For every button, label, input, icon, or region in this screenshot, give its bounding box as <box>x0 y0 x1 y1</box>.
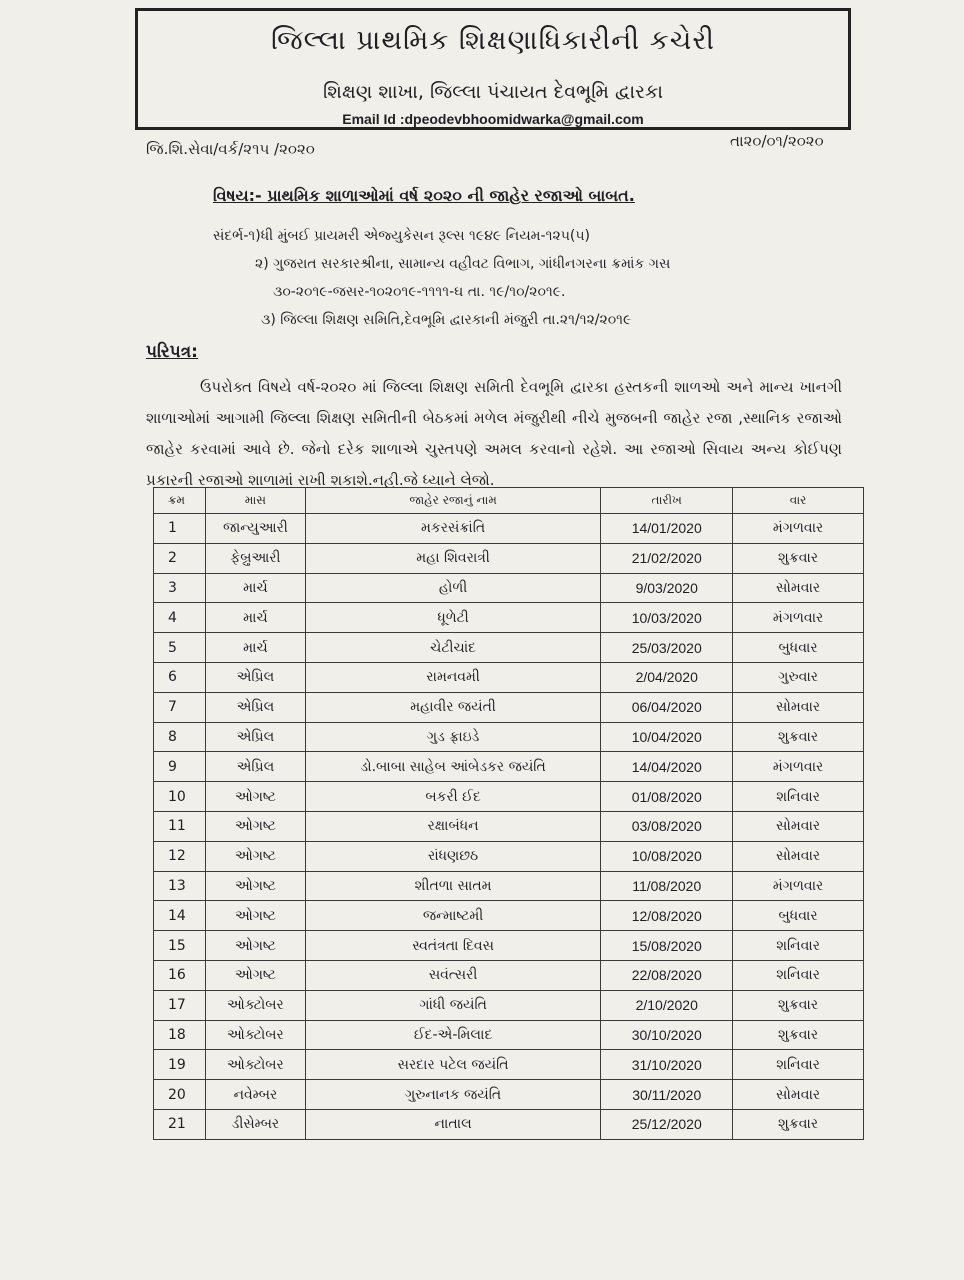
cell-date: 22/08/2020 <box>601 960 733 990</box>
cell-weekday: બુધવાર <box>733 901 864 931</box>
cell-date: 21/02/2020 <box>601 543 733 573</box>
cell-weekday: શુક્રવાર <box>733 1109 864 1139</box>
cell-serial: 4 <box>154 603 206 633</box>
cell-date: 31/10/2020 <box>601 1050 733 1080</box>
table-row <box>154 1080 864 1110</box>
header-holiday-name: જાહેર રજાનું નામ <box>305 488 600 514</box>
cell-weekday: શનિવાર <box>733 931 864 961</box>
cell-holiday-name: મહા શિવરાત્રી <box>305 543 600 573</box>
cell-date: 30/10/2020 <box>601 1020 733 1050</box>
cell-date: 01/08/2020 <box>601 782 733 812</box>
cell-month: ઓગષ્ટ <box>205 960 305 990</box>
cell-holiday-name: શીતળા સાતમ <box>305 871 600 901</box>
cell-serial: 3 <box>154 573 206 603</box>
cell-weekday: સોમવાર <box>733 811 864 841</box>
table-row <box>154 811 864 841</box>
cell-month: ઓક્ટોબર <box>205 1050 305 1080</box>
table-row <box>154 514 864 544</box>
cell-date: 14/04/2020 <box>601 752 733 782</box>
reference-2: ૨) ગુજરાત સરકારશ્રીના, સામાન્ય વહીવટ વિભાગ, ગાંધીનગરના ક્રમાંક ગસ <box>255 256 671 272</box>
reference-2-cont: ૩૦-૨૦૧૯-જસર-૧૦૨૦૧૯-૧૧૧૧-ઘ તા. ૧૯/૧૦/૨૦૧૯. <box>273 284 566 300</box>
cell-date: 06/04/2020 <box>601 692 733 722</box>
cell-holiday-name: મકરસંક્રાંતિ <box>305 514 600 544</box>
cell-date: 11/08/2020 <box>601 871 733 901</box>
cell-month: ઓગષ્ટ <box>205 871 305 901</box>
table-row <box>154 692 864 722</box>
cell-date: 9/03/2020 <box>601 573 733 603</box>
table-row <box>154 871 864 901</box>
cell-month: માર્ચ <box>205 573 305 603</box>
cell-holiday-name: ચેટીચાંદ <box>305 633 600 663</box>
cell-weekday: સોમવાર <box>733 573 864 603</box>
table-row <box>154 901 864 931</box>
cell-weekday: શુક્રવાર <box>733 990 864 1020</box>
cell-month: ડીસેમ્બર <box>205 1109 305 1139</box>
cell-holiday-name: બકરી ઈદ <box>305 782 600 812</box>
cell-holiday-name: સવંત્સરી <box>305 960 600 990</box>
cell-month: ઓગષ્ટ <box>205 811 305 841</box>
cell-holiday-name: રામનવમી <box>305 662 600 692</box>
cell-serial: 19 <box>154 1050 206 1080</box>
cell-month: ઓગષ્ટ <box>205 901 305 931</box>
table-row <box>154 633 864 663</box>
cell-serial: 9 <box>154 752 206 782</box>
cell-weekday: મંગળવાર <box>733 752 864 782</box>
cell-serial: 5 <box>154 633 206 663</box>
office-header-box <box>135 8 851 130</box>
cell-holiday-name: મહાવીર જયંતી <box>305 692 600 722</box>
cell-date: 2/10/2020 <box>601 990 733 1020</box>
office-email: Email Id :dpeodevbhoomidwarka@gmail.com <box>342 111 644 127</box>
cell-holiday-name: ડો.બાબા સાહેબ આંબેડકર જયંતિ <box>305 752 600 782</box>
cell-weekday: બુધવાર <box>733 633 864 663</box>
header-date: તારીખ <box>601 488 733 514</box>
cell-serial: 20 <box>154 1080 206 1110</box>
references-block <box>213 222 670 334</box>
cell-serial: 14 <box>154 901 206 931</box>
cell-holiday-name: ગાંધી જયંતિ <box>305 990 600 1020</box>
cell-serial: 7 <box>154 692 206 722</box>
holiday-rows <box>154 514 864 1140</box>
cell-date: 25/12/2020 <box>601 1109 733 1139</box>
cell-date: 03/08/2020 <box>601 811 733 841</box>
cell-date: 10/04/2020 <box>601 722 733 752</box>
cell-weekday: મંગળવાર <box>733 871 864 901</box>
table-row <box>154 1050 864 1080</box>
cell-weekday: સોમવાર <box>733 841 864 871</box>
header-weekday: વાર <box>733 488 864 514</box>
circular-label: પરિપત્ર: <box>146 342 198 362</box>
cell-month: માર્ચ <box>205 633 305 663</box>
reference-3: ૩) જિલ્લા શિક્ષણ સમિતિ,દેવભૂમિ દ્વારકાની મંજુરી તા.૨૧/૧૨/૨૦૧૯ <box>261 312 632 328</box>
cell-serial: 2 <box>154 543 206 573</box>
cell-serial: 16 <box>154 960 206 990</box>
header-serial: ક્રમ <box>154 488 206 514</box>
table-row <box>154 990 864 1020</box>
cell-date: 14/01/2020 <box>601 514 733 544</box>
cell-weekday: શુક્રવાર <box>733 543 864 573</box>
cell-serial: 18 <box>154 1020 206 1050</box>
holiday-table <box>153 487 864 1140</box>
table-row <box>154 1020 864 1050</box>
table-row <box>154 931 864 961</box>
circular-body: ઉપરોક્ત વિષયે વર્ષ-૨૦૨૦ માં જિલ્લા શિક્ષણ સમિતી દેવભૂમિ દ્વારકા હસ્તકની શાળઓ અને માન્ય ખાનગી શાળાઓમાં આગામી જિલ્લા શિક્ષણ સમિતીની બેઠકમાં મળેલ મંજુરીથી નીચે મુજબની જાહેર રજા ,સ્થાનિક રજાઓ જાહેર કરવામાં આવે છે. જેનો દરેક શાળાએ ચુસ્તપણે અમલ કરવાનો રહેશે. આ રજાઓ સિવાય અન્ય કોઈપણ પ્રકારની રજાઓ શાળામાં રાખી શકાશે.નહી.જે ધ્યાને લેજો. <box>146 378 842 489</box>
cell-weekday: મંગળવાર <box>733 514 864 544</box>
cell-month: ઓક્ટોબર <box>205 990 305 1020</box>
table-row <box>154 662 864 692</box>
cell-weekday: સોમવાર <box>733 1080 864 1110</box>
cell-month: ઓક્ટોબર <box>205 1020 305 1050</box>
header-month: માસ <box>205 488 305 514</box>
table-row <box>154 603 864 633</box>
reference-1: સંદર્ભ-૧)ધી મુંબઈ પ્રાયમરી એજ્યુકેસન રૂલ્સ ૧૯૪૯ નિયમ-૧૨૫(૫) <box>213 228 591 244</box>
letter-date: તા૨૦/૦૧/૨૦૨૦ <box>730 132 824 150</box>
cell-holiday-name: રક્ષાબંધન <box>305 811 600 841</box>
cell-date: 25/03/2020 <box>601 633 733 663</box>
cell-month: એપ્રિલ <box>205 722 305 752</box>
cell-month: એપ્રિલ <box>205 662 305 692</box>
cell-serial: 6 <box>154 662 206 692</box>
cell-date: 10/08/2020 <box>601 841 733 871</box>
cell-month: જાન્યુઆરી <box>205 514 305 544</box>
table-row <box>154 782 864 812</box>
cell-serial: 12 <box>154 841 206 871</box>
cell-holiday-name: રાંધણછઠ <box>305 841 600 871</box>
subject-line: વિષય:- પ્રાથમિક શાળાઓમાં વર્ષ ૨૦૨૦ ની જાહેર રજાઓ બાબત. <box>213 186 635 205</box>
cell-month: નવેમ્બર <box>205 1080 305 1110</box>
cell-weekday: શુક્રવાર <box>733 1020 864 1050</box>
cell-date: 2/04/2020 <box>601 662 733 692</box>
office-title: જિલ્લા પ્રાથમિક શિક્ષણાધિકારીની કચેરી <box>270 25 716 56</box>
cell-date: 10/03/2020 <box>601 603 733 633</box>
cell-weekday: ગુરુવાર <box>733 662 864 692</box>
table-row <box>154 1109 864 1139</box>
cell-serial: 15 <box>154 931 206 961</box>
table-row <box>154 573 864 603</box>
table-row <box>154 722 864 752</box>
cell-holiday-name: ગુરુનાનક જયંતિ <box>305 1080 600 1110</box>
cell-serial: 11 <box>154 811 206 841</box>
cell-weekday: શનિવાર <box>733 960 864 990</box>
reference-number: જિ.શિ.સેવા/વર્ક/૨૧૫ /૨૦૨૦ <box>146 140 315 158</box>
table-row <box>154 841 864 871</box>
table-row <box>154 543 864 573</box>
cell-serial: 21 <box>154 1109 206 1139</box>
cell-serial: 17 <box>154 990 206 1020</box>
cell-month: ઓગષ્ટ <box>205 782 305 812</box>
cell-weekday: શુક્રવાર <box>733 722 864 752</box>
cell-weekday: સોમવાર <box>733 692 864 722</box>
cell-holiday-name: હોળી <box>305 573 600 603</box>
cell-date: 15/08/2020 <box>601 931 733 961</box>
cell-holiday-name: જન્માષ્ટમી <box>305 901 600 931</box>
cell-weekday: શનિવાર <box>733 782 864 812</box>
cell-month: એપ્રિલ <box>205 692 305 722</box>
cell-weekday: શનિવાર <box>733 1050 864 1080</box>
table-row <box>154 960 864 990</box>
cell-serial: 1 <box>154 514 206 544</box>
cell-holiday-name: નાતાલ <box>305 1109 600 1139</box>
cell-holiday-name: સ્વતંત્રતા દિવસ <box>305 931 600 961</box>
cell-weekday: મંગળવાર <box>733 603 864 633</box>
cell-holiday-name: સરદાર પટેલ જયંતિ <box>305 1050 600 1080</box>
cell-date: 30/11/2020 <box>601 1080 733 1110</box>
cell-month: માર્ચ <box>205 603 305 633</box>
cell-month: એપ્રિલ <box>205 752 305 782</box>
cell-holiday-name: ઈદ-એ-મિલાદ <box>305 1020 600 1050</box>
cell-month: ઓગષ્ટ <box>205 841 305 871</box>
cell-serial: 13 <box>154 871 206 901</box>
cell-holiday-name: ધૂળેટી <box>305 603 600 633</box>
cell-serial: 10 <box>154 782 206 812</box>
cell-month: ફેબ્રુઆરી <box>205 543 305 573</box>
cell-holiday-name: ગુડ ફ્રાઇડે <box>305 722 600 752</box>
table-header-row <box>154 488 864 514</box>
table-row <box>154 752 864 782</box>
office-subtitle: શિક્ષણ શાખા, જિલ્લા પંચાયત દેવભૂમિ દ્વારકા <box>323 81 663 103</box>
cell-date: 12/08/2020 <box>601 901 733 931</box>
cell-month: ઓગષ્ટ <box>205 931 305 961</box>
cell-serial: 8 <box>154 722 206 752</box>
